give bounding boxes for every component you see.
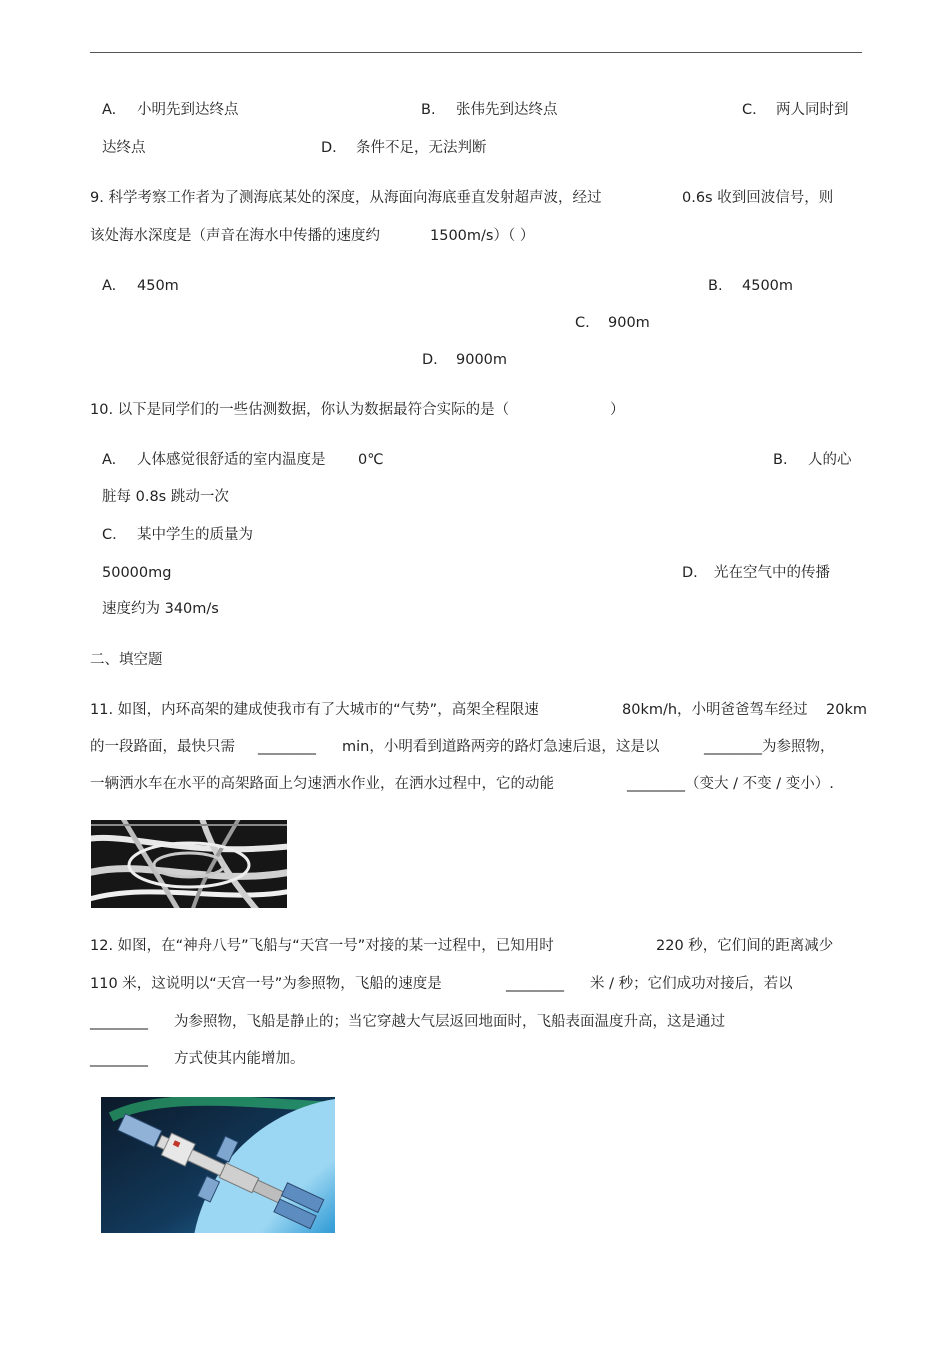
q8-option-d-text: 条件不足，无法判断 <box>356 140 487 156</box>
q12-line3: 为参照物，飞船是静止的；当它穿越大气层返回地面时，飞船表面温度升高，这是通过 <box>174 1014 725 1030</box>
q11-blank-3: ________（变大 / 不变 / 变小）. <box>627 776 834 792</box>
q11-line2: 的一段路面，最快只需 <box>90 739 235 755</box>
q8-option-c-continued: 达终点 <box>102 140 146 156</box>
q9-option-c-text: 900m <box>608 315 650 331</box>
q8-option-b-text: 张伟先到达终点 <box>456 102 558 118</box>
q10-option-d-continued: 速度约为 340m/s <box>102 601 219 617</box>
q10-option-c-letter: C. <box>102 527 117 543</box>
q10-option-c-continued: 50000mg <box>102 565 172 581</box>
q10-option-d-text: 光在空气中的传播 <box>714 565 830 581</box>
q8-option-c-letter: C. <box>742 102 757 118</box>
q8-option-b-letter: B. <box>421 102 436 118</box>
q11-line1-speed: 80km/h，小明爸爸驾车经过 <box>622 702 808 718</box>
q8-option-d-letter: D. <box>321 140 337 156</box>
q10-option-b-text: 人的心 <box>808 452 852 468</box>
q9-option-d-letter: D. <box>422 352 438 368</box>
q10-stem-close: ） <box>610 402 625 418</box>
q10-stem: 10. 以下是同学们的一些估测数据，你认为数据最符合实际的是（ <box>90 402 510 418</box>
q10-option-d-letter: D. <box>682 565 698 581</box>
q12-line2: 110 米，这说明以“天宫一号”为参照物，飞船的速度是 <box>90 976 442 992</box>
q8-option-a-text: 小明先到达终点 <box>137 102 239 118</box>
q12-blank-1: ________ <box>506 976 564 992</box>
q11-line1: 11. 如图，内环高架的建成使我市有了大城市的“气势”，高架全程限速 <box>90 702 539 718</box>
q12-line4: 方式使其内能增加。 <box>174 1051 305 1067</box>
q12-blank-2: ________ <box>90 1014 148 1030</box>
q12-blank-3: ________ <box>90 1051 148 1067</box>
q9-stem-line2-end: 1500m/s）（ ） <box>430 228 535 244</box>
q9-option-a-text: 450m <box>137 278 179 294</box>
q9-stem-line1-end: 0.6s 收到回波信号，则 <box>682 190 834 206</box>
q9-option-c-letter: C. <box>575 315 590 331</box>
highway-interchange-image <box>91 820 287 908</box>
q9-stem-line1: 9. 科学考察工作者为了测海底某处的深度，从海面向海底垂直发射超声波，经过 <box>90 190 602 206</box>
q10-option-a-letter: A. <box>102 452 117 468</box>
spacecraft-docking-image <box>101 1097 335 1233</box>
q10-option-a-value: 0℃ <box>358 452 384 468</box>
q9-option-b-letter: B. <box>708 278 723 294</box>
q12-line1: 12. 如图，在“神舟八号”飞船与“天宫一号”对接的某一过程中，已知用时 <box>90 938 554 954</box>
q9-stem-line2: 该处海水深度是（声音在海水中传播的速度约 <box>90 228 380 244</box>
q9-option-d-text: 9000m <box>456 352 508 368</box>
q11-line2-mid: min，小明看到道路两旁的路灯急速后退，这是以 <box>342 739 660 755</box>
header-rule <box>90 52 862 53</box>
q11-blank-2: ________为参照物， <box>704 739 835 755</box>
q12-line1-end: 220 秒，它们间的距离减少 <box>656 938 834 954</box>
q8-option-a-letter: A. <box>102 102 117 118</box>
q10-option-b-letter: B. <box>773 452 788 468</box>
q10-option-c-text: 某中学生的质量为 <box>137 527 253 543</box>
q9-option-a-letter: A. <box>102 278 117 294</box>
section-title: 二、填空题 <box>90 652 163 668</box>
q9-option-b-text: 4500m <box>742 278 794 294</box>
q8-option-c-text: 两人同时到 <box>776 102 849 118</box>
q11-blank-1: ________ <box>258 739 316 755</box>
q11-line1-distance: 20km <box>826 702 867 718</box>
q11-line3: 一辆洒水车在水平的高架路面上匀速洒水作业，在洒水过程中，它的动能 <box>90 776 554 792</box>
q10-option-a-text: 人体感觉很舒适的室内温度是 <box>137 452 326 468</box>
q12-line2-end: 米 / 秒；它们成功对接后，若以 <box>590 976 793 992</box>
q10-option-b-continued: 脏每 0.8s 跳动一次 <box>102 489 229 505</box>
